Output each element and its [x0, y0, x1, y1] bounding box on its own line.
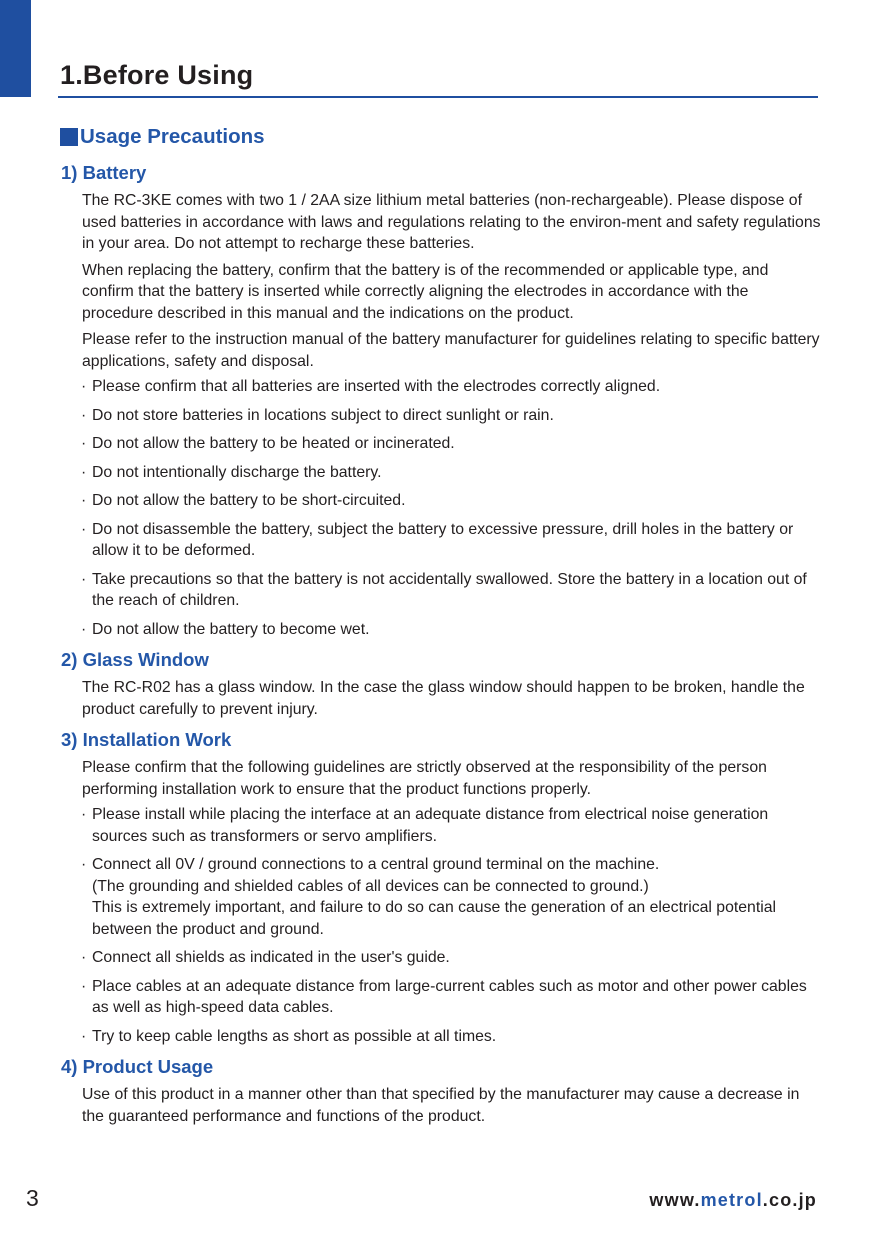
website-url — [649, 1190, 817, 1211]
glass-window-paragraph: The RC-R02 has a glass window. In the case the glass window should happen to be broken, handle the product carefully to prevent injury. — [82, 679, 805, 718]
list-item: · Please confirm that all batteries are inserted with the electrodes correctly aligned. — [92, 376, 822, 398]
page-number: 3 — [26, 1185, 39, 1211]
list-item: · Do not store batteries in locations subject to direct sunlight or rain. — [92, 405, 822, 427]
installation-bullet-list — [0, 804, 875, 1047]
section-heading-text: Usage Precautions — [80, 125, 265, 148]
section-heading — [60, 121, 875, 153]
battery-paragraph-1: The RC-3KE comes with two 1 / 2AA size lithium metal batteries (non-rechargeable). Please dispose of used batteries in accordance with laws and regulations relating to the environ-ment and safety regulations in your area. Do not attempt to recharge these batteries. — [82, 192, 821, 252]
list-item: · Take precautions so that the battery is not accidentally swallowed. Store the battery in a location out of the reach of children. — [92, 569, 822, 612]
url-prefix: www. — [649, 1190, 701, 1210]
battery-heading: 1) Battery — [61, 162, 147, 183]
battery-paragraph-2: When replacing the battery, confirm that the battery is of the recommended or applicable type, and confirm that the battery is inserted while correctly aligning the electrodes in accordance with the procedure described in this manual and the indications on the product. — [82, 261, 769, 322]
list-item: · Try to keep cable lengths as short as possible at all times. — [92, 1026, 822, 1048]
list-item: · Do not intentionally discharge the battery. — [92, 462, 822, 484]
grounding-line-1: · Connect all 0V / ground connections to a central ground terminal on the machine. — [92, 856, 660, 873]
list-item-grounding — [92, 854, 822, 940]
title-rule — [58, 96, 818, 98]
list-item: · Place cables at an adequate distance from large-current cables such as motor and other power cables as well as high-speed data cables. — [92, 976, 822, 1019]
list-item: · Please install while placing the interface at an adequate distance from electrical noise generation sources such as transformers or servo amplifiers. — [92, 804, 822, 847]
chapter-title: 1.Before Using — [60, 60, 254, 90]
chapter-side-tab — [0, 0, 31, 97]
grounding-line-3: This is extremely important, and failure to do so can cause the generation of an electrical potential between the product and ground. — [92, 899, 777, 938]
list-item: · Connect all shields as indicated in the user's guide. — [92, 947, 822, 969]
product-usage-paragraph: Use of this product in a manner other than that specified by the manufacturer may cause a decrease in the guaranteed performance and functions of the product. — [82, 1086, 800, 1125]
main-content — [0, 121, 875, 1127]
glass-window-heading: 2) Glass Window — [61, 649, 209, 670]
installation-paragraph: Please confirm that the following guidelines are strictly observed at the responsibility of the person performing installation work to ensure that the product functions properly. — [82, 759, 767, 798]
list-item: · Do not allow the battery to become wet. — [92, 619, 822, 641]
grounding-line-2: (The grounding and shielded cables of all devices can be connected to ground.) — [92, 877, 649, 895]
product-usage-heading: 4) Product Usage — [61, 1056, 214, 1077]
square-bullet-icon — [60, 128, 78, 146]
battery-paragraph-3: Please refer to the instruction manual of the battery manufacturer for guidelines relating to specific battery applications, safety and disposal. — [82, 331, 820, 370]
battery-bullet-list — [0, 376, 875, 640]
url-suffix: .co.jp — [762, 1190, 817, 1210]
list-item: · Do not allow the battery to be short-circuited. — [92, 490, 822, 512]
list-item: · Do not disassemble the battery, subject the battery to excessive pressure, drill holes in the battery or allow it to be deformed. — [92, 519, 822, 562]
installation-heading: 3) Installation Work — [61, 729, 232, 750]
list-item: · Do not allow the battery to be heated or incinerated. — [92, 433, 822, 455]
url-brand: metrol — [700, 1190, 763, 1210]
